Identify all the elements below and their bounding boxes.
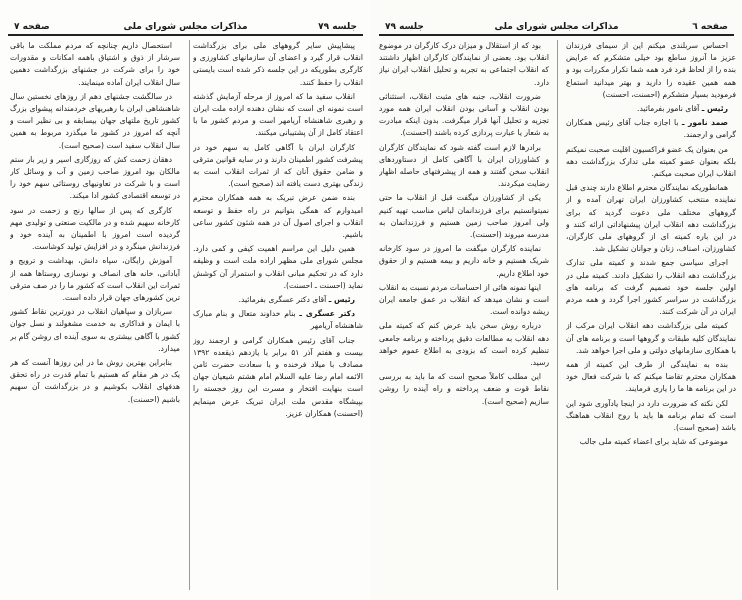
page-header (8, 22, 363, 36)
paragraph: جناب آقای رئیس همکاران گرامی و ارجمند روز بیست و هفتم آذر ۵۱ برابر با یازدهم ذیقعده ۱۳۹۲ مصادف با میلاد فرخنده و با سعادت حضرت ثامن الائمه امام رضا علیه السلام امام هشتم شیعیان جهان است بنهایت افتخار و مسرت این روز خجسته را بپیشگاه مقدس ملت ایران تبریک عرض مینمایم (احسنت) همکاران عزیز. (193, 335, 363, 418)
paragraph: احساس سربلندی میکنم این از سیمای فرزندان عزیز ما آنروز ساطع بود خیلی متشکرم که عرایض بنده را از لحاظ فرد فرد همه شما تکرار مکررات بود و همه همین عقیده را دارید و بهتر میدانید استماع فرمودید بسیار متشکرم (احسنت، احسنت) (566, 41, 736, 99)
paragraph: اینها نمونه هائی از احساسات مردم نسبت به انقلاب است و نشان میدهد که انقلاب در عمق جامعه ایران ریشه دوانده است. (379, 282, 549, 317)
paragraph: سربازان و سپاهیان انقلاب در دورترین نقاط کشور با ایمان و فداکاری به خدمت مشغولند و نسل جوان کشور با آگاهی بیشتری به سوی آینده ای روشن گام بر میدارد. (10, 307, 180, 353)
publication-title: مذاکرات مجلس شورای ملی (123, 22, 248, 32)
paragraph: همین دلیل این مراسم اهمیت کیفی و کمی دارد. مجلس شورای ملی مظهر اراده ملت است و وظیفه دارد که در تحکیم مبانی انقلاب و استمرار آن کوشش نماید (احسنت ـ احسنت). (193, 244, 363, 290)
paragraph: کارگری که پس از سالها رنج و زحمت در سود کارخانه سهیم شده و در مالکیت صنعتی و تولیدی مهم گردیده است امروز با اطمینان به آینده خود و فرزندانش مینگرد و در افزایش تولید کوشاست. (10, 205, 180, 252)
paragraph: پیشاپیش سایر گروههای ملی برای بزرگداشت انقلاب قرار گیرد و اعضای آن سازمانهای کشاورزی و کارگری بطوریکه در این جلسه ذکر شده است بایستی انقلاب را حفظ کنند. (193, 41, 363, 87)
paragraph: در سالگشت جشنهای دهم از روزهای نخستین سال شاهنشاهی ایران با رهبریهای خردمندانه پیشوای بزرگ کشور تاریخ ملتهای جهان بیسابقه و بی نظیر است و آنچه که امروز در کشور ما میگذرد مربوط به همین سال انقلاب سفید است (صحیح است). (10, 91, 180, 150)
session-number: جلسه ۷۹ (318, 22, 357, 32)
paragraph: نماینده کارگران میگفت ما امروز در سود کارخانه شریک هستیم و خانه داریم و بیمه هستیم و از حقوق خود اطلاع داریم. (379, 244, 549, 278)
column-divider (557, 40, 558, 590)
paragraph: برادرها لازم است گفته شود که نمایندگان کارگران و کشاورزان ایران با آگاهی کامل از دستاوردهای انقلاب سخن گفتند و همه از پیشرفتهای حاصله اظهار رضایت میکردند. (379, 142, 549, 189)
speech-text: بنام خداوند متعال و بنام مبارک شاهنشاه آریامهر (193, 309, 363, 331)
text-column-right (193, 40, 363, 592)
text-column-left (379, 40, 549, 592)
paragraph: این مطلب کاملاً صحیح است که ما باید به بررسی نقاط قوت و ضعف پرداخته و راه آینده را روشن سازیم (صحیح است). (379, 372, 549, 406)
paragraph: لکن نکته که ضرورت دارد در اینجا یادآوری شود این است که تمام برنامه ها باید با روح انقلاب هماهنگ باشد (صحیح است). (566, 398, 736, 433)
paragraph: کارگران ایران با آگاهی کامل به سهم خود در پیشرفت کشور اطمینان دارند و در سایه قوانین مترقی و ضامن حقوق آنان که از ثمرات انقلاب است به زندگی بهتری دست یافته اند (صحیح است). (193, 142, 363, 189)
speech-text: آقای دکتر عسگری بفرمائید. (238, 295, 327, 305)
paragraph: یکی از کشاورزان میگفت قبل از انقلاب ما حتی نمیتوانستیم برای فرزندانمان لباس مناسب تهیه کنیم ولی امروز صاحب زمین هستیم و فرزندانمان به مدرسه میروند (احسنت). (379, 193, 549, 240)
speaker-name: رئیس ـ (328, 295, 355, 305)
text-column-left (10, 40, 180, 592)
publication-title: مذاکرات مجلس شورای ملی (494, 22, 619, 32)
paragraph: استحصال داریم چنانچه که مردم مملکت ما باقی سرشار از ذوق و اشتیاق باهمه امکانات و مقدورات خود را برای شرکت در جشنهای بزرگداشت دهمین سال انقلاب ایران آماده مینمایند. (10, 41, 180, 87)
page-number: صفحه ۷ (14, 22, 50, 32)
speaker-name: صمد نامور ـ (681, 118, 728, 128)
page-header (379, 22, 734, 36)
column-divider (189, 40, 190, 590)
paragraph: بنابراین بهترین روش ما در این روزها آنست که هر یک در هر مقام که هستیم با تمام قدرت در راه تحقق هدفهای انقلاب بکوشیم و در بزرگداشت آن سهیم باشیم (احسنت). (10, 358, 180, 404)
paragraph: ضرورت انقلاب، جنبه های مثبت انقلاب، استثنائی بودن انقلاب و آسانی بودن انقلاب ایران همه مورد تجزیه و تحلیل آنها قرار میگرفت. بدون اینکه مبادرت به شعار یا عبارت پردازی کرده باشند (احسنت). (379, 91, 549, 138)
speaker-name: رئیس ـ (701, 104, 728, 114)
right-page (371, 0, 742, 600)
paragraph: آموزش رایگان، سپاه دانش، بهداشت و ترویج و آبادانی، خانه های انصاف و نوسازی روستاها همه از ثمرات این انقلاب است که کشور ما را در صف مترقی ترین کشورهای جهان قرار داده است. (10, 256, 180, 303)
paragraph: بنده ضمن عرض تبریک به همه همکاران محترم امیدوارم که همگی بتوانیم در راه حفظ و توسعه انقلاب و اجرای اصول آن در همه شئون کشور ساعی باشیم. (193, 193, 363, 240)
paragraph: کمیته ملی بزرگداشت دهه انقلاب ایران مرکب از نمایندگان کلیه طبقات و گروهها است و برنامه های آن با همکاری سازمانهای دولتی و ملی اجرا خواهد شد. (566, 321, 736, 355)
paragraph: بنده به نمایندگی از طرف این کمیته از همه همکاران محترم تقاضا میکنم که با شرکت فعال خود در این برنامه ها ما را یاری فرمایند. (566, 360, 736, 394)
speech (566, 117, 736, 141)
speech (193, 294, 363, 306)
speech-text: با اجازه جناب آقای رئیس همکاران گرامی و ارجمند. (566, 118, 736, 140)
paragraph: موضوعی که شاید برای اعضاء کمیته ملی جالب (579, 437, 728, 447)
speech (566, 103, 736, 115)
paragraph: دهقان زحمت کش که روزگاری اسیر و زیر بار ستم مالکان بود امروز صاحب زمین و آب و وسائل کار است و با شرکت در تعاونیهای روستائی سهم خود را در توسعه اقتصادی کشور ادا میکند. (10, 154, 180, 201)
speech-text: آقای نامور بفرمائید. (637, 104, 700, 114)
paragraph: اجرای سیاسی جمع شدند و کمیته ملی تدارک بزرگداشت دهه انقلاب را تشکیل دادند. کمیته ملی در اولین جلسه خود تصمیم گرفت که برنامه های بزرگداشت در سراسر کشور اجرا گردد و همه مردم ایران در آن شرکت کنند. (566, 258, 736, 317)
page-number: صفحه ٦ (692, 22, 728, 32)
paragraph: بود که از استقلال و میزان درک کارگران در موضوع انقلاب بود. بعضی از نمایندگان کارگران اظهار داشتند که انقلاب اجتماعی به تجربه و تحلیل انقلاب ایران نیاز دارد. (379, 41, 549, 87)
paragraph: انقلاب سفید ما که امروز از مرحله آزمایش گذشته است نمونه ای است که نشان دهنده اراده ملت ایران و رهبری شاهنشاه آریامهر است و مردم کشور ما با اعتقاد کامل از آن پشتیبانی میکنند. (193, 91, 363, 138)
speaker-name: دکتر عسگری ـ (299, 309, 355, 319)
session-number: جلسه ۷۹ (385, 22, 424, 32)
speech (193, 308, 363, 332)
paragraph: همانطوریکه نمایندگان محترم اطلاع دارند چندی قبل نماینده منتخب کشاورزان ایران تهران آمده و از گروههای مختلف ملی دعوت گردید که برای بزرگداشت دهه انقلاب ایران پیشنهاداتی ارائه کنند و در این باره کمیته ای از گروههای ملی کارگران، کشاورزان، اصناف، زنان و جوانان تشکیل شد. (566, 183, 736, 254)
text-column-right (566, 40, 736, 592)
paragraph: من بعنوان یک عضو فراکسیون اقلیت صحبت نمیکنم بلکه بعنوان عضو کمیته ملی تدارک بزرگداشت دهه انقلاب ایران صحبت میکنم. (566, 144, 736, 179)
paragraph: درباره روش سخن باید عرض کنم که کمیته ملی دهه انقلاب به مطالعات دقیق پرداخته و برنامه جامعی تنظیم کرده است که بزودی به اطلاع عموم خواهد رسید. (379, 321, 549, 368)
